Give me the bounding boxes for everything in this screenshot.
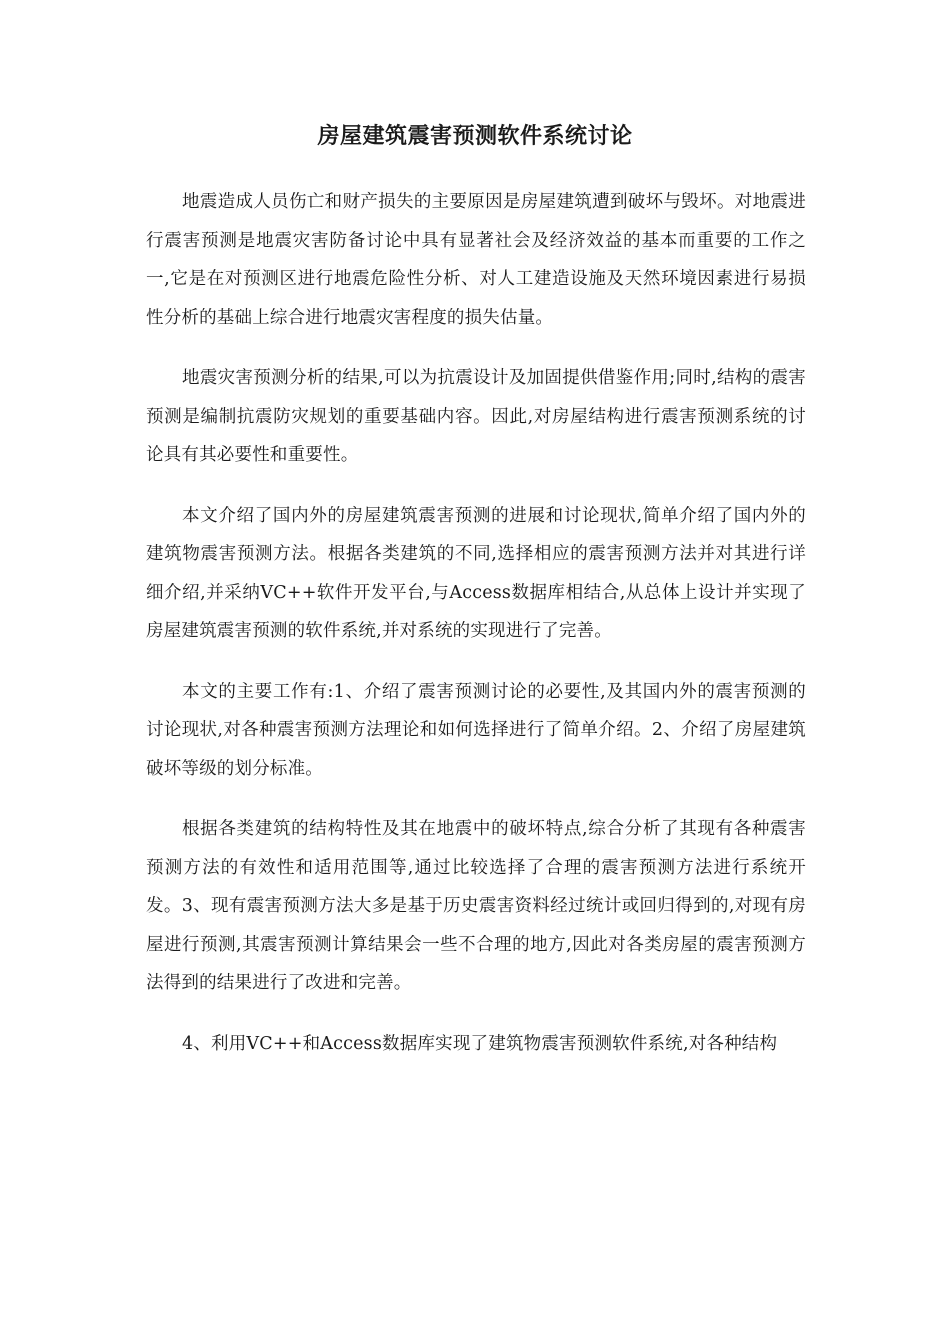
paragraph-2: 地震灾害预测分析的结果,可以为抗震设计及加固提供借鉴作用;同时,结构的震害预测是编制抗震防灾规划的重要基础内容。因此,对房屋结构进行震害预测系统的讨论具有其必要性和重要性。: [146, 368, 806, 465]
paragraph-5: 根据各类建筑的结构特性及其在地震中的破坏特点,综合分析了其现有各种震害预测方法的有效性和适用范围等,通过比较选择了合理的震害预测方法进行系统开发。3、现有震害预测方法大多是基于历史震害资料经过统计或回归得到的,对现有房屋进行预测,其震害预测计算结果会一些不合理的地方,因此对各类房屋的震害预测方法得到的结果进行了改进和完善。: [146, 819, 806, 993]
document-body: [146, 183, 806, 1085]
paragraph-4: 本文的主要工作有:1、介绍了震害预测讨论的必要性,及其国内外的震害预测的讨论现状,对各种震害预测方法理论和如何选择进行了简单介绍。2、介绍了房屋建筑破坏等级的划分标准。: [146, 681, 806, 779]
paragraph-3: 本文介绍了国内外的房屋建筑震害预测的进展和讨论现状,简单介绍了国内外的建筑物震害预测方法。根据各类建筑的不同,选择相应的震害预测方法并对其进行详细介绍,并采纳VC++软件开发平台,与Access数据库相结合,从总体上设计并实现了房屋建筑震害预测的软件系统,并对系统的实现进行了完善。: [146, 505, 806, 641]
document-title: 房屋建筑震害预测软件系统讨论: [317, 124, 633, 149]
paragraph-6: 4、利用VC++和Access数据库实现了建筑物震害预测软件系统,对各种结构: [182, 1033, 778, 1054]
paragraph-1: 地震造成人员伤亡和财产损失的主要原因是房屋建筑遭到破坏与毁坏。对地震进行震害预测是地震灾害防备讨论中具有显著社会及经济效益的基本而重要的工作之一,它是在对预测区进行地震危险性分析、对人工建造设施及天然环境因素进行易损性分析的基础上综合进行地震灾害程度的损失估量。: [146, 192, 806, 328]
